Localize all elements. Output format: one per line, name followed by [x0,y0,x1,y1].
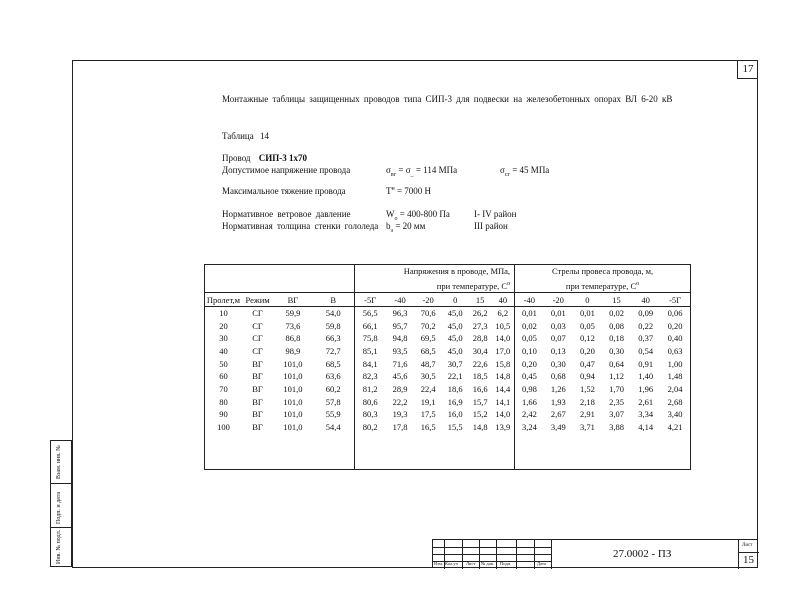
sheet-number: 15 [743,554,754,566]
allowable-value: = 114 МПа [415,165,458,175]
table-cell: 22,1 [447,371,463,382]
table-filler-row [205,433,691,469]
table-cell: 2,61 [638,396,654,407]
table-cell: 70 [205,383,242,396]
stamp-label-koluch: Кол.уч [445,561,458,566]
table-cell: 0,10 [515,345,544,358]
allowable-formula [386,165,457,178]
table-cell: 95,7 [392,320,408,331]
wire-label: Провод [222,153,251,163]
table-cell: 0,08 [609,320,624,331]
table-cell: 15,5 [447,421,463,432]
table-row [205,357,691,370]
tension-superscript: н [391,186,395,192]
header-group-row-1 [205,265,691,278]
table-cell: 73,6 [285,320,301,331]
table-cell: 57,8 [325,396,341,407]
table-cell: 2,18 [579,396,595,407]
wind-region: I- IV район [474,209,517,219]
table-cell: 13,9 [495,421,511,432]
table-cell: 10 [205,306,242,319]
table-cell: 0,98 [515,383,544,396]
table-cell: 26,2 [472,308,488,319]
table-cell: 2,35 [609,396,624,407]
side-label-inv: Инв. № подл. [56,529,62,564]
table-cell: 2,68 [660,395,690,408]
document-title: Монтажные таблицы защищенных проводов типа СИП-3 для подвески на железобетонных опорах ВЛ 6-20 кВ [222,94,673,104]
table-cell: 28,8 [472,333,488,344]
allowable-value-2: = 45 МПа [512,165,550,175]
table-cell: 3,24 [515,421,544,434]
table-cell: 66,3 [325,333,341,344]
table-cell: 14,1 [495,396,511,407]
side-stamp [50,440,72,567]
table-cell: 101,0 [283,421,303,432]
table-row [205,320,691,333]
table-cell: 3,34 [638,409,654,420]
table-cell: 3,49 [550,421,566,432]
group1-title-line2 [354,278,514,293]
table-cell: 14,0 [495,333,511,344]
table-cell: 81,2 [354,383,385,396]
table-cell: 80,6 [354,395,385,408]
table-cell: 28,9 [392,383,408,394]
table-cell: 0,22 [638,320,654,331]
table-cell: 20 [205,320,242,333]
table-cell: 0,37 [638,333,654,344]
stamp-label-data: Дата [537,561,546,566]
table-cell: 17,0 [495,346,511,357]
table-cell: 55,9 [325,409,341,420]
table-cell: 0,30 [550,358,566,369]
table-cell: 0,30 [609,346,624,357]
table-cell: 68,5 [325,358,341,369]
table-cell: 1,66 [515,395,544,408]
sheet-number-top: 17 [737,60,758,79]
table-cell: 0,01 [550,308,566,319]
group1-title-line1: Напряжения в проводе, МПа, [354,265,514,278]
table-cell: ВГ [252,358,263,369]
table-cell: СГ [252,333,263,344]
table-cell: 22,6 [472,358,488,369]
ice-label: Нормативная толщина стенки гололеда [222,221,379,231]
table-row [205,408,691,421]
column-header: -20 [415,293,442,307]
table-cell: 45,0 [447,308,463,319]
table-cell: 1,00 [660,357,690,370]
table-cell: 70,6 [420,308,436,319]
table-cell: 0,02 [515,320,544,333]
allowable-label: Допустимое напряжение провода [222,165,351,175]
column-header: 0 [442,293,469,307]
table-cell: 4,21 [660,421,690,434]
table-cell: 68,5 [420,346,436,357]
document-code: 27.0002 - ПЗ [613,548,672,560]
max-tension-formula [386,186,431,196]
table-cell: 71,6 [392,358,408,369]
column-header: 0 [573,293,602,307]
table-cell: 0,09 [638,308,654,319]
table-cell: 14,8 [495,371,511,382]
table-cell: 16,5 [420,421,436,432]
table-cell: 3,40 [660,408,690,421]
table-cell: 0,63 [660,345,690,358]
table-cell: 16,6 [472,383,488,394]
table-cell: 3,71 [579,421,595,432]
table-cell: 80 [205,395,242,408]
stamp-label-podp: Подп. [500,561,512,566]
table-cell: ВГ [252,371,263,382]
table-cell: 0,20 [579,346,595,357]
table-cell: 45,0 [447,320,463,331]
table-cell: 63,6 [325,371,341,382]
table-cell: 48,7 [420,358,436,369]
table-cell: 96,3 [392,308,408,319]
table-cell: 17,5 [420,409,436,420]
group2-title-line2 [515,278,691,293]
table-cell: 0,91 [638,358,654,369]
table-cell: 2,04 [660,383,690,396]
group1-degree: о [507,281,511,287]
table-cell: 45,0 [447,333,463,344]
wind-label: Нормативное ветровое давление [222,209,351,219]
max-tension-label: Максимальное тяжение провода [222,186,346,196]
table-cell: 14,0 [495,409,511,420]
table-cell: 54,0 [325,308,341,319]
table-row [205,332,691,345]
wire-row [222,153,307,163]
column-header: -40 [386,293,415,307]
table-cell: 60,2 [325,383,341,394]
table-cell: 101,0 [283,383,303,394]
table-cell: 27,3 [472,320,488,331]
table-cell: 22,2 [392,396,408,407]
column-header: Режим [242,293,273,307]
table-cell: ВГ [252,421,263,432]
table-cell: 1,52 [579,383,595,394]
table-cell: 50 [205,357,242,370]
table-cell: 3,88 [609,421,624,432]
sheet-label: Лист [742,543,753,548]
table-cell: 22,4 [420,383,436,394]
title-block [432,539,758,568]
table-row [205,383,691,396]
side-cell-replace [51,441,71,484]
table-cell: 0,05 [515,332,544,345]
table-cell: ВГ [252,409,263,420]
column-header: ВГ [273,293,313,307]
side-cell-sign [51,484,71,528]
ice-value: = 20 мм [395,221,426,231]
max-tension-value: = 7000 Н [396,186,432,196]
table-cell: 86,8 [285,333,301,344]
side-label-sign: Подп. и дата [56,491,62,524]
table-cell: 16,0 [447,409,463,420]
table-label: Таблица 14 [222,131,269,141]
stamp-label-izm: Изм. [434,561,443,566]
table-cell: 1,48 [660,370,690,383]
allowable-eq-subscript: _ [410,171,414,178]
table-cell: 1,12 [609,371,624,382]
table-cell: 0,54 [638,346,654,357]
table-cell: 98,9 [285,346,301,357]
header-group-row-2 [205,278,691,293]
column-header: -40 [515,293,544,307]
table-cell: 59,8 [325,320,341,331]
table-cell: СГ [252,320,263,331]
table-cell: 2,42 [515,408,544,421]
wire-value: СИП-3 1х70 [258,153,308,163]
table-cell: 0,64 [609,358,624,369]
table-cell: 0,03 [550,320,566,331]
ice-subscript: э [390,227,394,234]
table-cell: 0,45 [515,370,544,383]
sag-tension-table [204,264,691,470]
table-cell: 1,93 [550,396,566,407]
table-cell: 0,12 [579,333,595,344]
ice-region: III район [474,221,508,231]
table-cell: 45,6 [392,371,408,382]
table-cell: 0,01 [515,306,544,319]
table-cell: 0,13 [550,346,566,357]
table-cell: 30,7 [447,358,463,369]
table-cell: 0,18 [609,333,624,344]
sigma2-symbol: σ [500,165,505,175]
column-header: -20 [544,293,573,307]
table-cell: 18,5 [472,371,488,382]
table-cell: 19,1 [420,396,436,407]
table-cell: 56,5 [354,306,385,319]
table-cell: 14,8 [472,421,488,432]
sigma2-subscript: сг [504,171,510,178]
table-cell: СГ [252,308,263,319]
column-header: 40 [492,293,515,307]
table-cell: 100 [205,421,242,434]
table-cell: 72,7 [325,346,341,357]
table-cell: 85,1 [354,345,385,358]
table-cell: 2,91 [579,409,595,420]
table-cell: 40 [205,345,242,358]
wind-symbol: W [386,209,395,219]
table-cell: 0,01 [579,308,595,319]
table-body [205,306,691,469]
table-cell: 14,4 [495,383,511,394]
table-cell: 54,4 [325,421,341,432]
sigma-subscript: вг [390,171,397,178]
table-cell: 0,20 [660,320,690,333]
table-cell: 59,9 [285,308,301,319]
table-cell: 0,05 [579,320,595,331]
table-cell: 75,8 [354,332,385,345]
side-label-replace: Взам. инв. № [56,445,62,479]
side-cell-inv [51,528,71,566]
table-cell: 0,07 [550,333,566,344]
stamp-label-ndok: № док. [481,561,495,566]
group2-title-line1: Стрелы провеса провода, м, [515,265,691,278]
table-cell: 30,5 [420,371,436,382]
table-cell: 0,06 [660,306,690,319]
table-cell: 93,5 [392,346,408,357]
ice-symbol: b [386,221,391,231]
stamp-label-list: Лист [466,561,476,566]
table-cell: 16,9 [447,396,463,407]
table-cell: 0,20 [515,357,544,370]
table-cell: 0,40 [660,332,690,345]
wind-subscript: о [394,215,398,222]
column-header: 15 [602,293,631,307]
table-cell: 94,8 [392,333,408,344]
table-cell: 0,47 [579,358,595,369]
group1-title-text: при температуре, С [436,280,508,291]
table-row [205,370,691,383]
table-row [205,421,691,434]
table-cell: 17,8 [392,421,408,432]
table-cell: 101,0 [283,396,303,407]
table-cell: ВГ [252,383,263,394]
table-cell: 80,3 [354,408,385,421]
tension-symbol: Т [386,186,392,196]
table-cell: 4,14 [638,421,654,432]
wind-value: = 400-800 Па [399,209,450,219]
table-cell: 82,3 [354,370,385,383]
table-cell: 15,7 [472,396,488,407]
table-cell: 70,2 [420,320,436,331]
table-cell: 30 [205,332,242,345]
allowable-eq: = σ [398,165,411,175]
column-header-row [205,293,691,307]
table-cell: 1,40 [638,371,654,382]
wind-formula [386,209,450,222]
table-cell: 2,67 [550,409,566,420]
table-cell: 101,0 [283,409,303,420]
group2-title-text: при температуре, С [565,280,637,291]
table-row [205,345,691,358]
table-cell: СГ [252,346,263,357]
table-cell: 3,07 [609,409,624,420]
table-cell: 15,8 [495,358,511,369]
table-cell: 101,0 [283,358,303,369]
table-cell: 60 [205,370,242,383]
table-cell: 80,2 [354,421,385,434]
column-header: 15 [469,293,492,307]
table-cell: 19,3 [392,409,408,420]
table-cell: 84,1 [354,357,385,370]
table-cell: 69,5 [420,333,436,344]
table-cell: 30,4 [472,346,488,357]
table-cell: 15,2 [472,409,488,420]
table-cell: 1,96 [638,383,654,394]
column-header: -5Г [660,293,690,307]
table-cell: 18,6 [447,383,463,394]
column-header: -5Г [354,293,385,307]
sigma-symbol: σ [386,165,391,175]
table-cell: 0,94 [579,371,595,382]
table-row [205,395,691,408]
table-cell: 45,0 [447,346,463,357]
table-cell: 0,68 [550,371,566,382]
column-header: Пролет,м [205,293,242,307]
table-cell: 1,26 [550,383,566,394]
table-cell: 101,0 [283,371,303,382]
column-header: В [313,293,355,307]
table-cell: ВГ [252,396,263,407]
table-cell: 90 [205,408,242,421]
table-cell: 10,5 [495,320,511,331]
table-cell: 0,02 [609,308,624,319]
ice-formula [386,221,425,234]
table-cell: 66,1 [354,320,385,333]
group2-degree: о [636,281,640,287]
table-cell: 6,2 [497,308,509,319]
allowable-formula-2 [500,165,549,178]
table-row [205,306,691,319]
column-header: 40 [631,293,660,307]
table-cell: 1,70 [609,383,624,394]
